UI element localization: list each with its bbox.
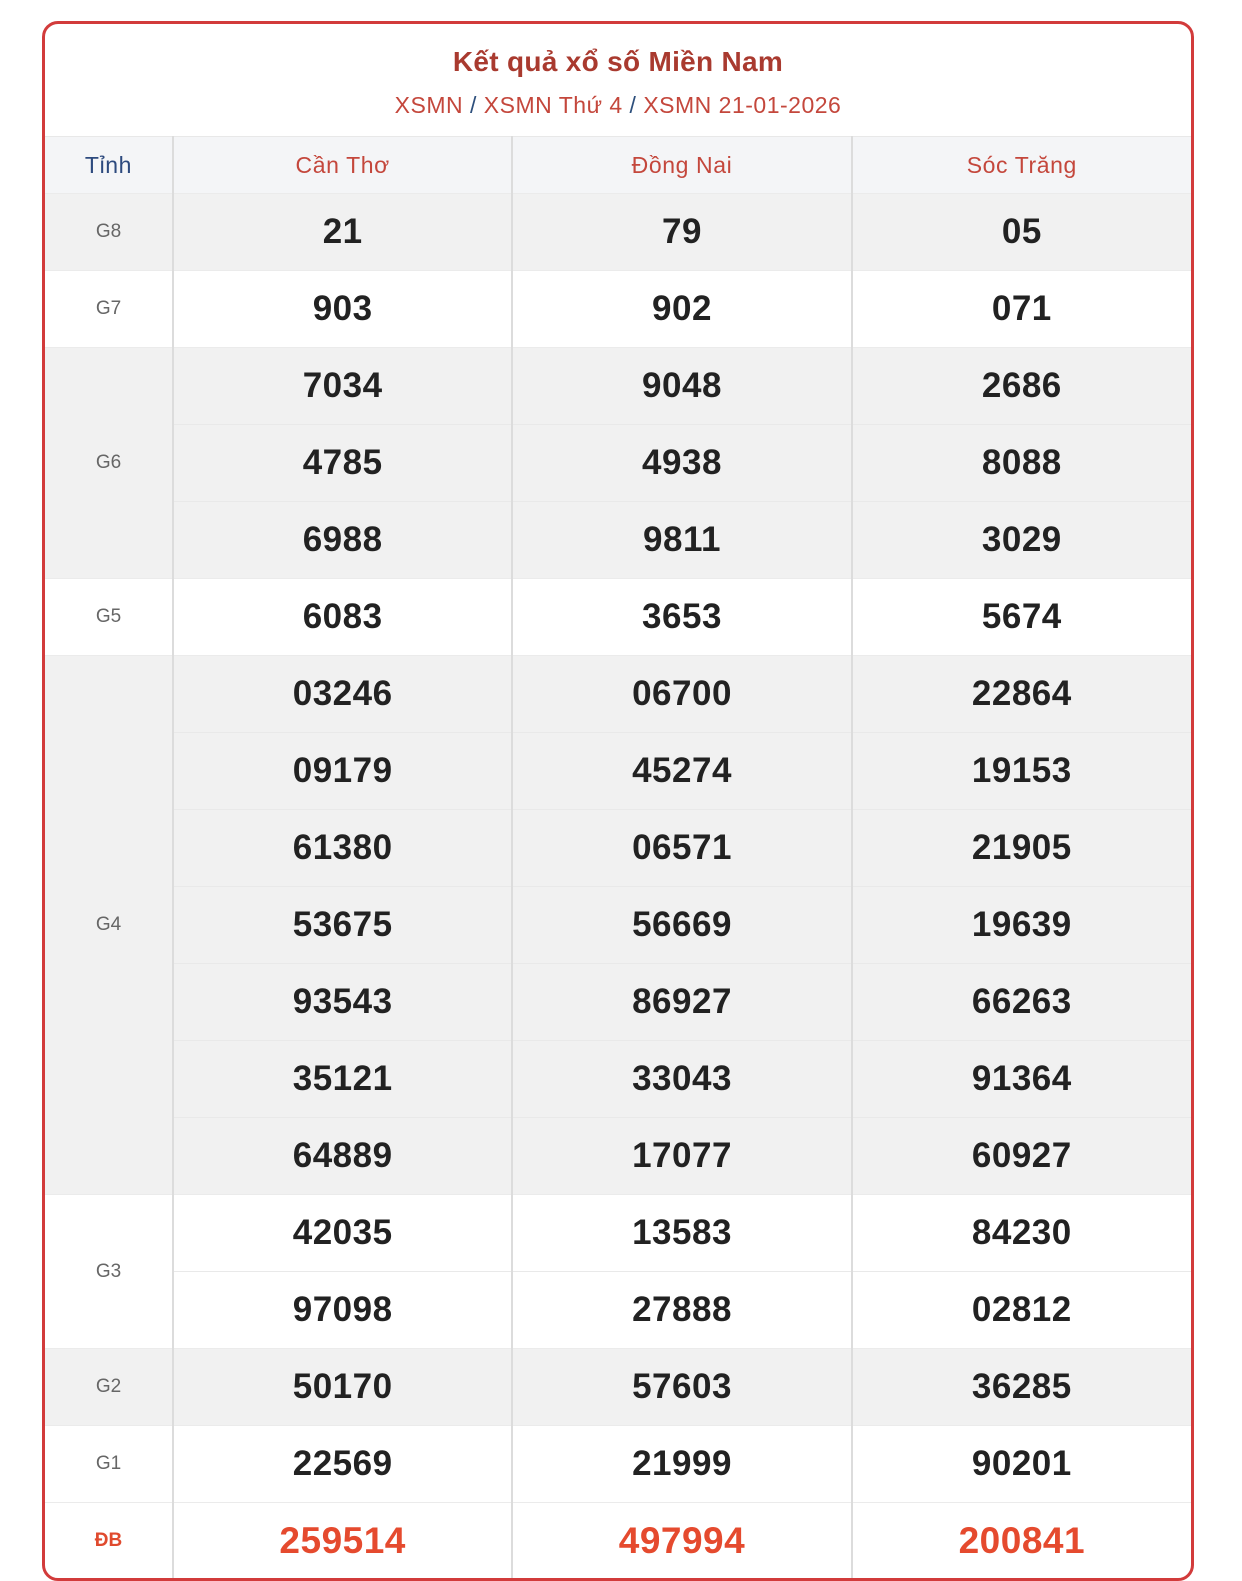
prize-number: 61380 <box>173 810 512 887</box>
table-row <box>45 1118 1191 1195</box>
prize-label: G6 <box>45 348 173 579</box>
prize-number: 9048 <box>512 348 851 425</box>
prize-number: 19153 <box>852 733 1191 810</box>
prize-number: 4938 <box>512 425 851 502</box>
table-row <box>45 964 1191 1041</box>
prize-number: 6988 <box>173 502 512 579</box>
prize-number: 50170 <box>173 1349 512 1426</box>
prize-number: 2686 <box>852 348 1191 425</box>
prize-number: 33043 <box>512 1041 851 1118</box>
table-header-row <box>45 137 1191 194</box>
prize-number: 9811 <box>512 502 851 579</box>
prize-number: 21999 <box>512 1426 851 1503</box>
page-title: Kết quả xổ số Miền Nam <box>452 46 784 77</box>
prize-number: 45274 <box>512 733 851 810</box>
table-row <box>45 194 1191 271</box>
prize-number: 60927 <box>852 1118 1191 1195</box>
prize-number: 57603 <box>512 1349 851 1426</box>
prize-number: 22569 <box>173 1426 512 1503</box>
column-header-dong-nai[interactable]: Đồng Nai <box>512 137 851 194</box>
table-row <box>45 1426 1191 1503</box>
prize-number: 64889 <box>173 1118 512 1195</box>
prize-number: 8088 <box>852 425 1191 502</box>
breadcrumb-link-xsmn-date[interactable]: XSMN 21-01-2026 <box>643 92 842 118</box>
table-row <box>45 1503 1191 1580</box>
prize-number: 903 <box>173 271 512 348</box>
prize-number: 06571 <box>512 810 851 887</box>
prize-number: 09179 <box>173 733 512 810</box>
table-row <box>45 502 1191 579</box>
prize-number: 42035 <box>173 1195 512 1272</box>
prize-number: 06700 <box>512 656 851 733</box>
prize-number: 19639 <box>852 887 1191 964</box>
table-row <box>45 1349 1191 1426</box>
card-header <box>45 24 1191 136</box>
prize-number: 200841 <box>852 1503 1191 1580</box>
prize-label: G8 <box>45 194 173 271</box>
prize-number: 6083 <box>173 579 512 656</box>
prize-number: 071 <box>852 271 1191 348</box>
prize-number: 5674 <box>852 579 1191 656</box>
table-row <box>45 1195 1191 1272</box>
prize-number: 17077 <box>512 1118 851 1195</box>
prize-number: 21905 <box>852 810 1191 887</box>
prize-number: 90201 <box>852 1426 1191 1503</box>
table-row <box>45 810 1191 887</box>
table-row <box>45 656 1191 733</box>
table-row <box>45 579 1191 656</box>
prize-number: 53675 <box>173 887 512 964</box>
prize-number: 3653 <box>512 579 851 656</box>
table-row <box>45 271 1191 348</box>
prize-label: G5 <box>45 579 173 656</box>
prize-number: 7034 <box>173 348 512 425</box>
prize-number: 91364 <box>852 1041 1191 1118</box>
prize-number: 259514 <box>173 1503 512 1580</box>
table-row <box>45 348 1191 425</box>
prize-number: 36285 <box>852 1349 1191 1426</box>
prize-number: 03246 <box>173 656 512 733</box>
prize-number: 35121 <box>173 1041 512 1118</box>
prize-number: 79 <box>512 194 851 271</box>
results-card <box>42 21 1194 1581</box>
prize-number: 02812 <box>852 1272 1191 1349</box>
breadcrumb-separator: / <box>470 92 477 118</box>
prize-number: 21 <box>173 194 512 271</box>
prize-label: G3 <box>45 1195 173 1349</box>
prize-label: G4 <box>45 656 173 1195</box>
prize-number: 86927 <box>512 964 851 1041</box>
prize-label: G1 <box>45 1426 173 1503</box>
prize-number: 13583 <box>512 1195 851 1272</box>
prize-number: 97098 <box>173 1272 512 1349</box>
prize-label: ĐB <box>45 1503 173 1580</box>
prize-number: 902 <box>512 271 851 348</box>
table-row <box>45 1041 1191 1118</box>
table-row <box>45 733 1191 810</box>
table-row <box>45 887 1191 964</box>
results-table <box>45 136 1191 1579</box>
column-header-soc-trang[interactable]: Sóc Trăng <box>852 137 1191 194</box>
prize-number: 56669 <box>512 887 851 964</box>
prize-number: 05 <box>852 194 1191 271</box>
prize-number: 497994 <box>512 1503 851 1580</box>
breadcrumb <box>45 92 1191 119</box>
column-header-can-tho[interactable]: Cần Thơ <box>173 137 512 194</box>
breadcrumb-separator: / <box>629 92 637 118</box>
column-header-province: Tỉnh <box>45 137 173 194</box>
prize-number: 93543 <box>173 964 512 1041</box>
prize-number: 4785 <box>173 425 512 502</box>
prize-number: 27888 <box>512 1272 851 1349</box>
prize-number: 84230 <box>852 1195 1191 1272</box>
table-row <box>45 425 1191 502</box>
breadcrumb-link-xsmn-thu-4[interactable]: XSMN Thứ 4 <box>483 92 623 118</box>
prize-number: 3029 <box>852 502 1191 579</box>
prize-label: G7 <box>45 271 173 348</box>
table-row <box>45 1272 1191 1349</box>
prize-number: 22864 <box>852 656 1191 733</box>
prize-number: 66263 <box>852 964 1191 1041</box>
breadcrumb-link-xsmn[interactable]: XSMN <box>394 92 464 118</box>
prize-label: G2 <box>45 1349 173 1426</box>
